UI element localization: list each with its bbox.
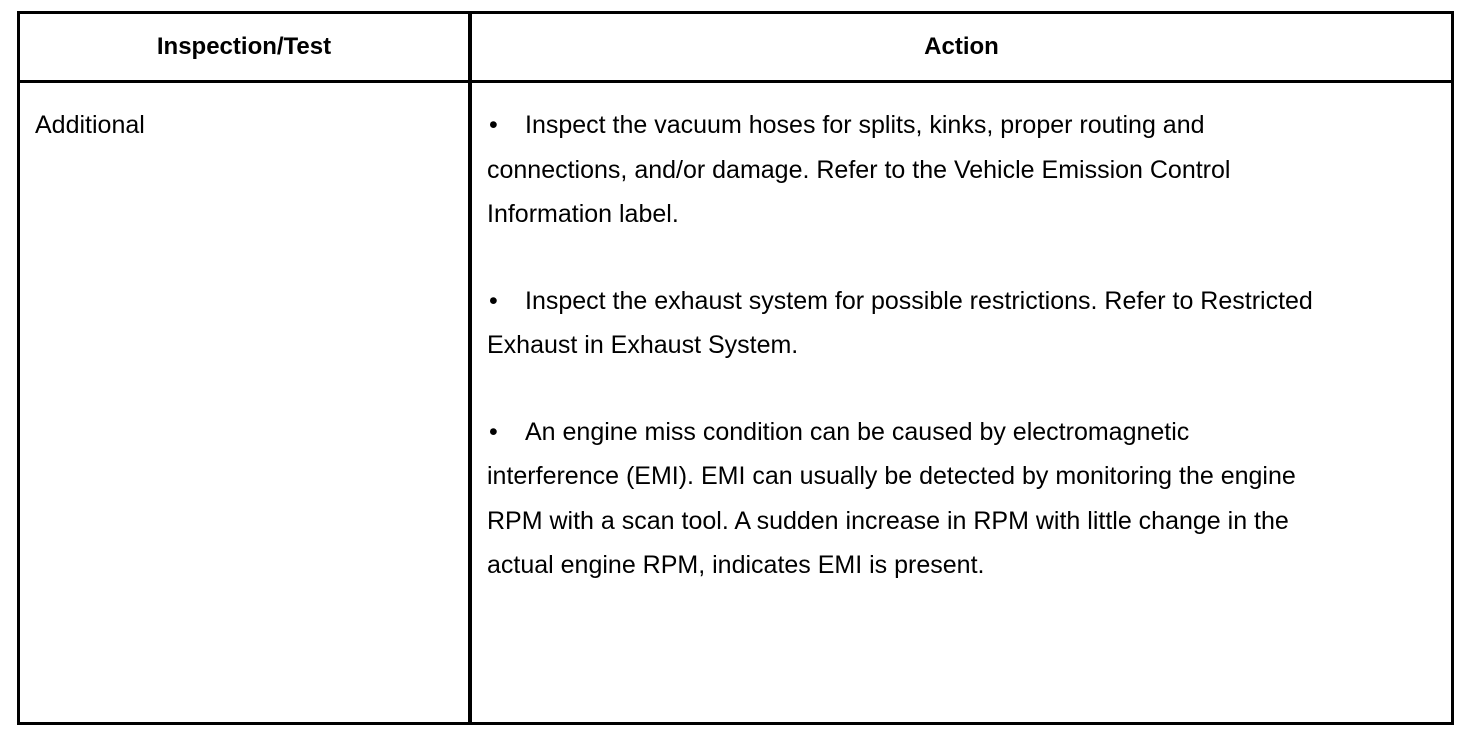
bullet-marker: • — [489, 111, 498, 139]
header-action: Action — [924, 33, 999, 60]
inspection-cell: Additional — [35, 111, 145, 139]
action-item — [487, 279, 1327, 368]
action-item — [487, 103, 1327, 237]
action-text: Inspect the vacuum hoses for splits, kinks, proper routing and connections, and/or damage. Refer to the Vehicle Emission Control Information label. — [487, 111, 1231, 228]
header-inspection-test: Inspection/Test — [156, 33, 332, 60]
column-divider — [468, 14, 472, 722]
action-cell — [487, 103, 1327, 630]
bullet-marker: • — [489, 417, 498, 446]
inspection-table — [17, 11, 1454, 725]
header-divider — [20, 80, 1451, 83]
action-text: Inspect the exhaust system for possible restrictions. Refer to Restricted Exhaust in Exhaust System. — [487, 286, 1313, 359]
bullet-marker: • — [489, 286, 498, 315]
action-item — [487, 410, 1327, 588]
action-text: An engine miss condition can be caused by electromagnetic interference (EMI). EMI can usually be detected by monitoring the engine RPM with a scan tool. A sudden increase in RPM with little change in the actual engine RPM, indicates EMI is present. — [487, 417, 1296, 579]
